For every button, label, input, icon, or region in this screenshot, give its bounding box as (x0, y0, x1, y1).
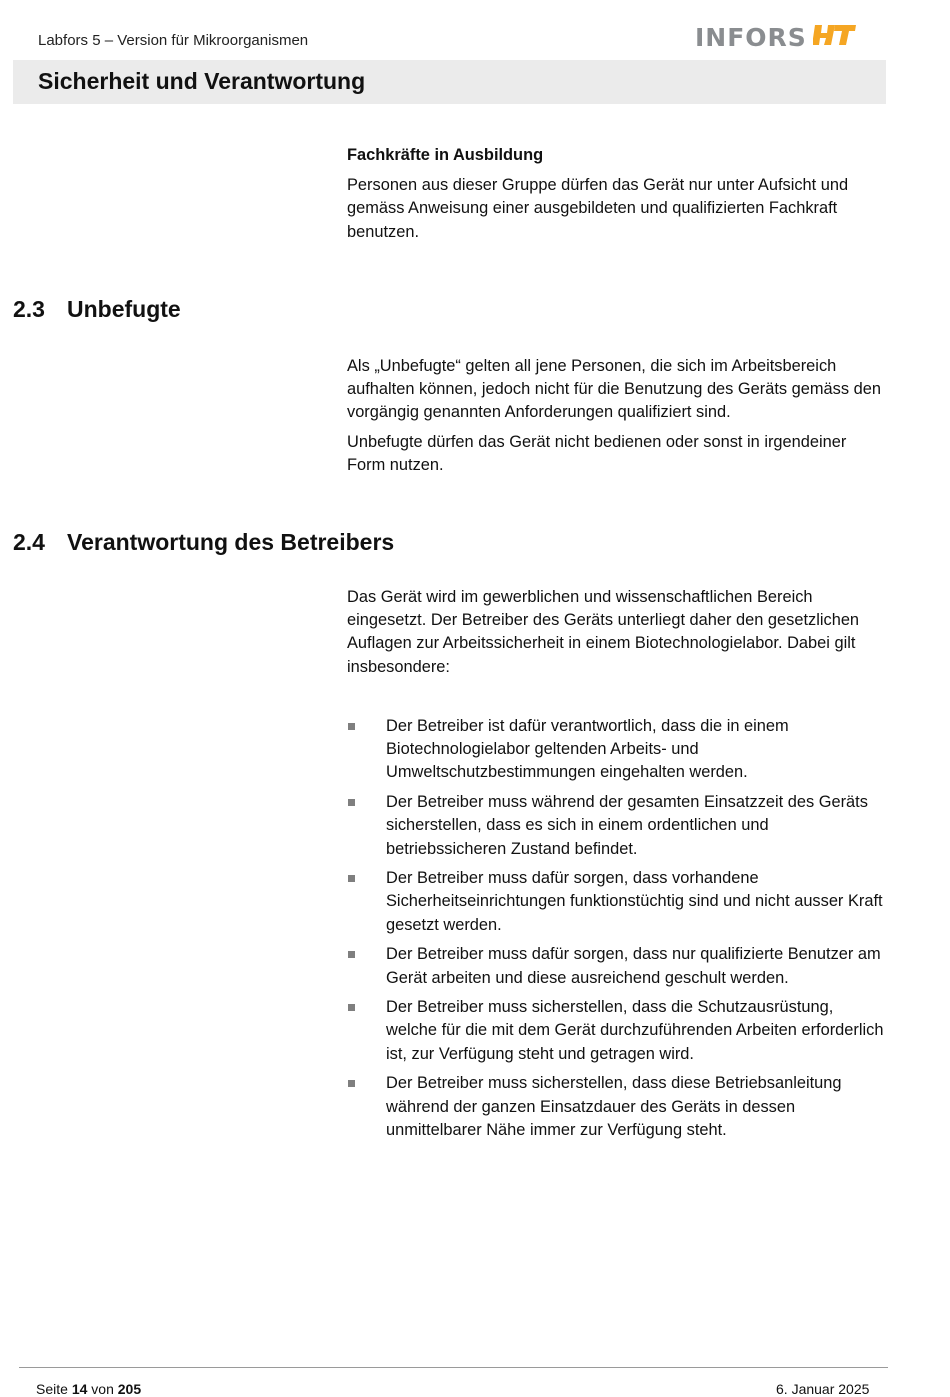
square-bullet-icon (348, 723, 355, 730)
list-item-text: Der Betreiber muss sicherstellen, dass diese Betriebsanleitung während der ganzen Einsatzdauer des Geräts in dessen unmittelbarer Nähe immer zur Verfügung steht. (386, 1074, 842, 1139)
operator-duties-list (347, 715, 887, 1148)
footer-divider (19, 1367, 888, 1368)
footer-date: 6. Januar 2025 (776, 1381, 870, 1397)
page-total: 205 (117, 1381, 142, 1397)
section-number: 2.3 (13, 296, 45, 322)
list-item (347, 715, 887, 785)
square-bullet-icon (348, 875, 355, 882)
page-current: 14 (71, 1381, 88, 1397)
list-item-text: Der Betreiber muss sicherstellen, dass die Schutzausrüstung, welche für die mit dem Gerät durchzuführenden Arbeiten erforderlich ist, zur Verfügung steht und getragen wird. (386, 998, 884, 1063)
list-item-text: Der Betreiber muss dafür sorgen, dass nur qualifizierte Benutzer am Gerät arbeiten und diese ausreichend geschult werden. (386, 945, 881, 987)
list-item (347, 867, 887, 937)
document-subtitle: Labfors 5 – Version für Mikroorganismen (38, 32, 309, 49)
list-item-text: Der Betreiber muss dafür sorgen, dass vorhandene Sicherheitseinrichtungen funktionstüchtig sind und nicht ausser Kraft gesetzt werden. (386, 869, 883, 934)
section-title: Verantwortung des Betreibers (67, 529, 395, 555)
trainees-text: Personen aus dieser Gruppe dürfen das Gerät nur unter Aufsicht und gemäss Anweisung einer ausgebildeten und qualifizierten Fachkraft benutzen. (347, 176, 849, 241)
trainees-heading: Fachkräfte in Ausbildung (347, 146, 544, 164)
page-number (36, 1381, 141, 1397)
page-prefix: Seite (36, 1381, 68, 1397)
list-item (347, 1072, 887, 1142)
list-item-text: Der Betreiber muss während der gesamten Einsatzzeit des Geräts sicherstellen, dass es sich in einem ordentlichen und betriebssicheren Zustand befindet. (386, 793, 868, 858)
paragraph: Das Gerät wird im gewerblichen und wissenschaftlichen Bereich eingesetzt. Der Betreiber des Geräts unterliegt daher den gesetzlichen Auflagen zur Arbeitssicherheit in einem Biotechnologielabor. Dabei gilt insbesondere: (347, 588, 860, 676)
section-heading-2-3 (13, 296, 181, 323)
page-title-bar (13, 60, 886, 104)
list-item (347, 791, 887, 861)
page-title: Sicherheit und Verantwortung (38, 68, 366, 94)
trainees-block (347, 144, 887, 250)
paragraph: Unbefugte dürfen das Gerät nicht bedienen oder sonst in irgendeiner Form nutzen. (347, 433, 847, 475)
list-item-text: Der Betreiber ist dafür verantwortlich, dass die in einem Biotechnologielabor geltenden Arbeits- und Umweltschutzbestimmungen eingehalten werden. (386, 717, 789, 782)
list-item (347, 943, 887, 989)
page-of: von (91, 1381, 114, 1397)
square-bullet-icon (348, 799, 355, 806)
section-2-4-intro (347, 586, 887, 685)
ht-logo-mark-icon (813, 23, 857, 52)
logo-text: INFORS (695, 22, 807, 52)
section-heading-2-4 (13, 529, 394, 556)
square-bullet-icon (348, 1080, 355, 1087)
list-item (347, 996, 887, 1066)
infors-ht-logo (695, 22, 857, 52)
paragraph: Als „Unbefugte“ gelten all jene Personen, die sich im Arbeitsbereich aufhalten können, jedoch nicht für die Benutzung des Geräts gemäss den vorgängig genannten Anforderungen qualifiziert sind. (347, 357, 881, 422)
section-number: 2.4 (13, 529, 45, 555)
square-bullet-icon (348, 951, 355, 958)
section-2-3-body (347, 355, 887, 484)
square-bullet-icon (348, 1004, 355, 1011)
section-title: Unbefugte (67, 296, 181, 322)
